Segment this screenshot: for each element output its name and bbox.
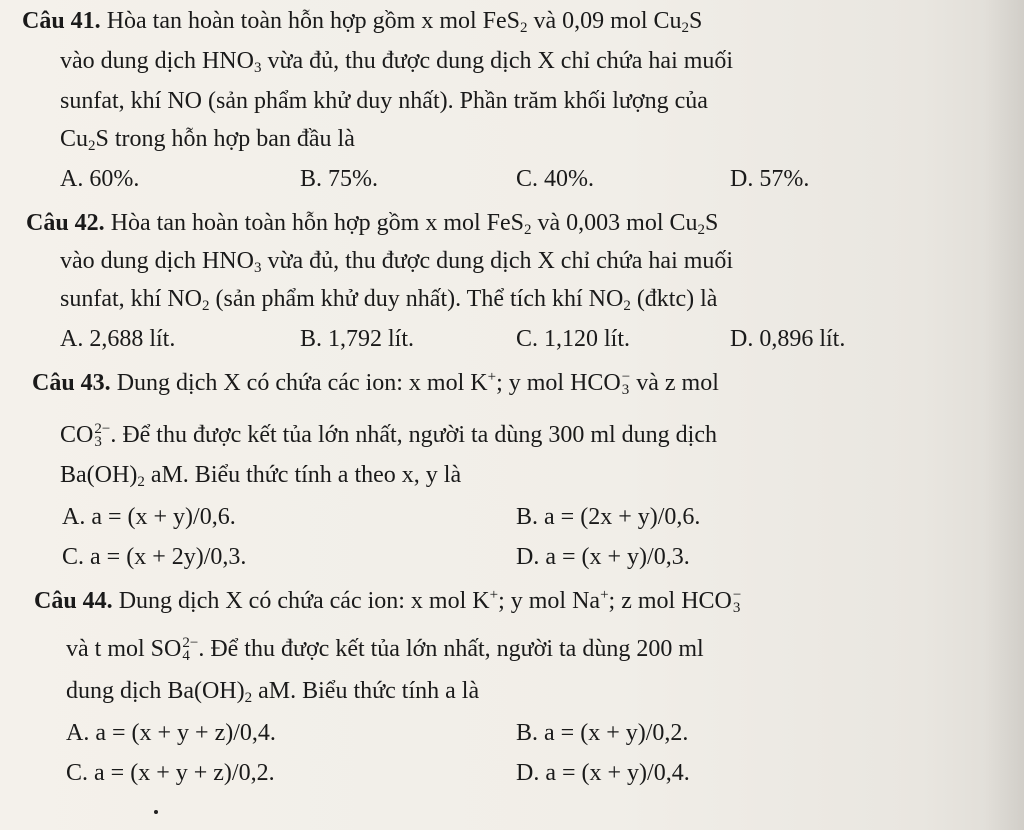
q44-option-c[interactable]: C. a = (x + y + z)/0,2. (66, 760, 275, 786)
q43-text: CO (60, 422, 94, 448)
subscript: 3 (253, 260, 262, 276)
subscript: 3 (621, 382, 630, 399)
q43-line-3 (60, 460, 461, 492)
q42-text: sunfat, khí NO (60, 286, 202, 312)
q43-option-b[interactable]: B. a = (2x + y)/0,6. (516, 504, 701, 530)
q41-text: sunfat, khí NO (sản phẩm khử duy nhất). Phần trăm khối lượng của (60, 88, 708, 114)
q41-text: và 0,09 mol Cu (527, 8, 682, 34)
q42-option-b[interactable]: B. 1,792 lít. (300, 326, 415, 352)
q42-text: (đktc) là (630, 286, 718, 312)
ion-charge-stack (182, 637, 198, 663)
q43-text: ; y mol HCO (496, 370, 621, 396)
q44-text: Dung dịch X có chứa các ion: x mol K (118, 588, 490, 614)
q43-option-c[interactable]: C. a = (x + 2y)/0,3. (62, 544, 247, 570)
q41-line-3 (60, 86, 708, 118)
ion-charge-stack (733, 589, 741, 615)
q44-option-a[interactable]: A. a = (x + y + z)/0,4. (66, 720, 276, 746)
q41-text: Hòa tan hoàn toàn hỗn hợp gồm x mol FeS (106, 8, 521, 34)
subscript: 2 (623, 298, 631, 314)
q43-line-2 (60, 420, 717, 452)
subscript: 2 (524, 222, 532, 238)
q41-text: vừa đủ, thu được dung dịch X chỉ chứa hai muối (261, 48, 734, 74)
q42-option-d[interactable]: D. 0,896 lít. (730, 326, 846, 352)
q42-text: (sản phẩm khử duy nhất). Thể tích khí NO (209, 286, 624, 312)
q43-text: và z mol (630, 370, 719, 396)
superscript: + (487, 369, 497, 385)
q42-line-2 (60, 246, 733, 278)
q41-label: Câu 41. (22, 8, 101, 34)
q42-line-3 (60, 284, 717, 316)
q44-text: và t mol SO (66, 636, 182, 662)
subscript: 2 (137, 474, 145, 490)
q44-line-3 (66, 676, 479, 708)
q43-text: . Để thu được kết tủa lớn nhất, người ta dùng 300 ml dung dịch (110, 422, 717, 448)
q43-line-1 (32, 368, 719, 400)
subscript: 2 (697, 222, 706, 238)
subscript: 2 (201, 298, 210, 314)
ink-speck (154, 810, 158, 814)
superscript: + (489, 587, 499, 603)
q41-option-d[interactable]: D. 57%. (730, 166, 810, 192)
superscript: 2− (94, 421, 111, 438)
q44-text: ; z mol HCO (608, 588, 732, 614)
q42-text: S (705, 210, 719, 236)
q43-label: Câu 43. (32, 370, 111, 396)
q43-option-d[interactable]: D. a = (x + y)/0,3. (516, 544, 690, 570)
q44-text: dung dịch Ba(OH) (66, 678, 245, 704)
q43-text: aM. Biểu thức tính a theo x, y là (144, 462, 462, 488)
q44-text: ; y mol Na (498, 588, 601, 614)
superscript: − (732, 587, 742, 604)
q44-option-d[interactable]: D. a = (x + y)/0,4. (516, 760, 690, 786)
q41-line-2 (60, 46, 733, 78)
subscript: 2 (520, 20, 528, 36)
q41-option-c[interactable]: C. 40%. (516, 166, 594, 192)
q41-line-4 (60, 124, 355, 156)
q42-option-a[interactable]: A. 2,688 lít. (60, 326, 176, 352)
q41-text: vào dung dịch HNO (60, 48, 254, 74)
q42-option-c[interactable]: C. 1,120 lít. (516, 326, 631, 352)
subscript: 2 (681, 20, 690, 36)
q44-text: aM. Biểu thức tính a là (252, 678, 480, 704)
q42-text: và 0,003 mol Cu (531, 210, 698, 236)
subscript: 3 (732, 600, 741, 617)
q42-line-1 (26, 208, 718, 240)
q44-line-1 (34, 586, 741, 618)
q43-option-a[interactable]: A. a = (x + y)/0,6. (62, 504, 236, 530)
subscript: 3 (94, 434, 102, 451)
q43-text: Ba(OH) (60, 462, 138, 488)
subscript: 2 (88, 138, 96, 154)
q44-text: . Để thu được kết tủa lớn nhất, người ta dùng 200 ml (198, 636, 704, 662)
ion-charge-stack (94, 423, 110, 449)
subscript: 3 (253, 60, 262, 76)
page-edge-shadow (984, 0, 1024, 830)
superscript: 2− (182, 635, 199, 652)
q41-option-a[interactable]: A. 60%. (60, 166, 140, 192)
q44-line-2 (66, 634, 704, 666)
q41-line-1 (22, 6, 702, 38)
q42-text: Hòa tan hoàn toàn hỗn hợp gồm x mol FeS (110, 210, 525, 236)
superscript: + (600, 587, 609, 603)
ion-charge-stack (622, 371, 630, 397)
q41-option-b[interactable]: B. 75%. (300, 166, 378, 192)
q41-text: S (689, 8, 703, 34)
q44-label: Câu 44. (34, 588, 113, 614)
q44-option-b[interactable]: B. a = (x + y)/0,2. (516, 720, 689, 746)
q41-text: Cu (60, 126, 89, 152)
subscript: 4 (182, 648, 190, 665)
q42-label: Câu 42. (26, 210, 105, 236)
q43-text: Dung dịch X có chứa các ion: x mol K (116, 370, 488, 396)
q41-text: S trong hỗn hợp ban đầu là (95, 126, 355, 152)
subscript: 2 (244, 690, 253, 706)
q42-text: vào dung dịch HNO (60, 248, 254, 274)
superscript: − (621, 369, 631, 386)
q42-text: vừa đủ, thu được dung dịch X chỉ chứa hai muối (261, 248, 734, 274)
